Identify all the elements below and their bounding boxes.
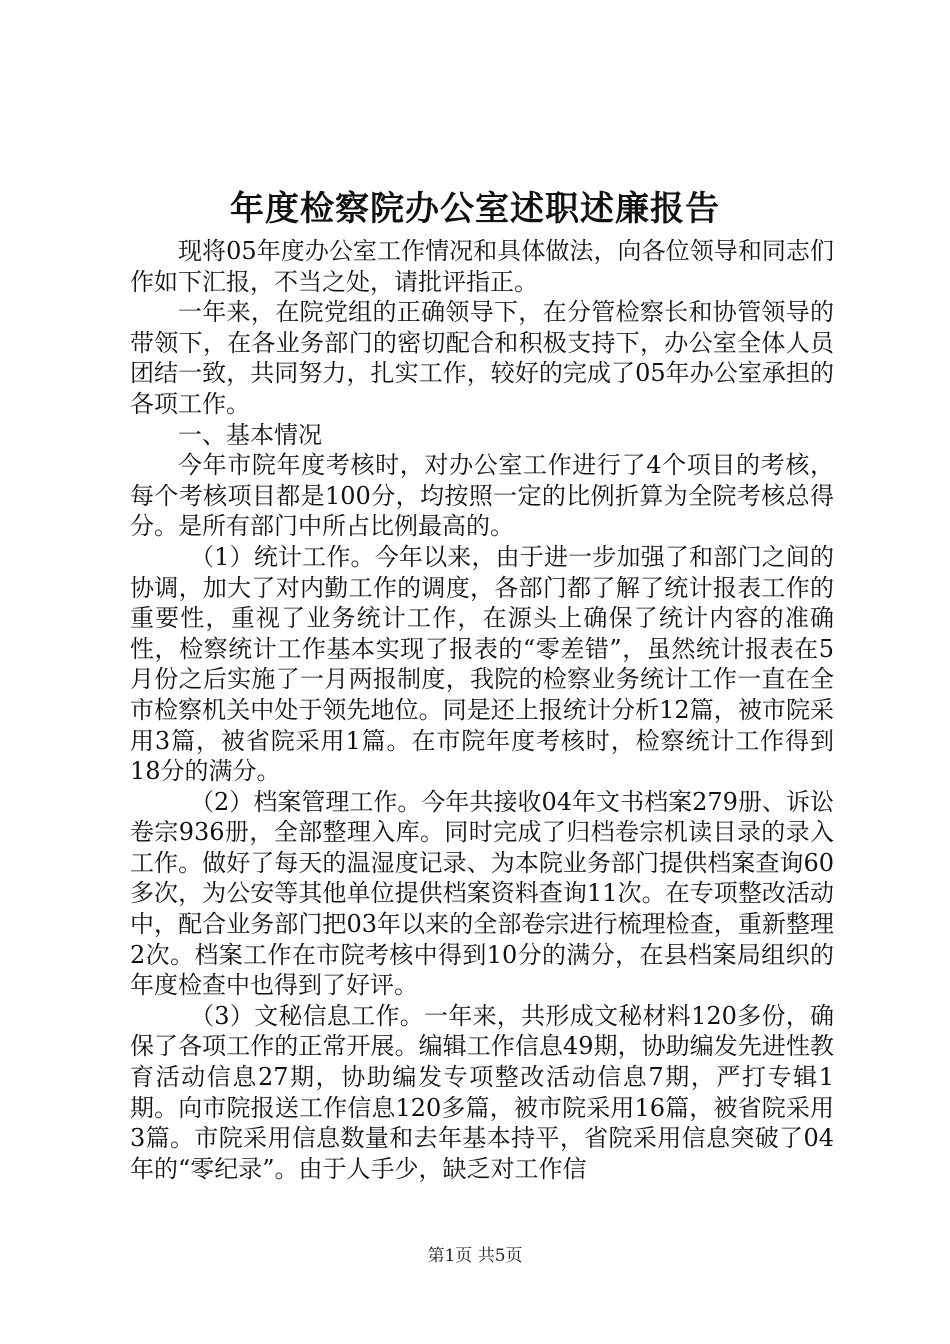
paragraph-intro: 现将05年度办公室工作情况和具体做法，向各位领导和同志们作如下汇报，不当之处，请批评指正。 (130, 237, 834, 296)
paragraph-secretarial: （3）文秘信息工作。一年来，共形成文秘材料120多份，确保了各项工作的正常开展。编辑工作信息49期，协助编发先进性教育活动信息27期，协助编发专项整改活动信息7期，严打专辑1期。向市院报送工作信息120多篇，被市院采用16篇，被省院采用3篇。市院采用信息数量和去年基本持平，省院采用信息突破了04年的“零纪录”。由于人手少，缺乏对工作信 (130, 1001, 834, 1183)
section-heading-basic: 一、基本情况 (178, 420, 322, 449)
paragraph-archives: （2）档案管理工作。今年共接收04年文书档案279册、诉讼卷宗936册，全部整理入库。同时完成了归档卷宗机读目录的录入工作。做好了每天的温湿度记录、为本院业务部门提供档案查询60多次，为公安等其他单位提供档案资料查询11次。在专项整改活动中，配合业务部门把03年以来的全部卷宗进行梳理检查，重新整理2次。档案工作在市院考核中得到10分的满分，在县档案局组织的年度检查中也得到了好评。 (130, 787, 834, 1000)
document-body (130, 236, 834, 1184)
paragraph-statistics: （1）统计工作。今年以来，由于进一步加强了和部门之间的协调，加大了对内勤工作的调度，各部门都了解了统计报表工作的重要性，重视了业务统计工作，在源头上确保了统计内容的准确性，检察统计工作基本实现了报表的“零差错”，虽然统计报表在5月份之后实施了一月两报制度，我院的检察业务统计工作一直在全市检察机关中处于领先地位。同是还上报统计分析12篇，被市院采用3篇，被省院采用1篇。在市院年度考核时，检察统计工作得到18分的满分。 (130, 542, 834, 786)
paragraph-overview: 一年来，在院党组的正确领导下，在分管检察长和协管领导的带领下，在各业务部门的密切配合和积极支持下，办公室全体人员团结一致，共同努力，扎实工作，较好的完成了05年办公室承担的各项工作。 (130, 298, 834, 418)
paragraph-assessment: 今年市院年度考核时，对办公室工作进行了4个项目的考核，每个考核项目都是100分，均按照一定的比例折算为全院考核总得分。是所有部门中所占比例最高的。 (130, 451, 834, 541)
page-footer: 第1页 共5页 (427, 1246, 523, 1266)
document-title: 年度检察院办公室述职述廉报告 (230, 189, 720, 229)
